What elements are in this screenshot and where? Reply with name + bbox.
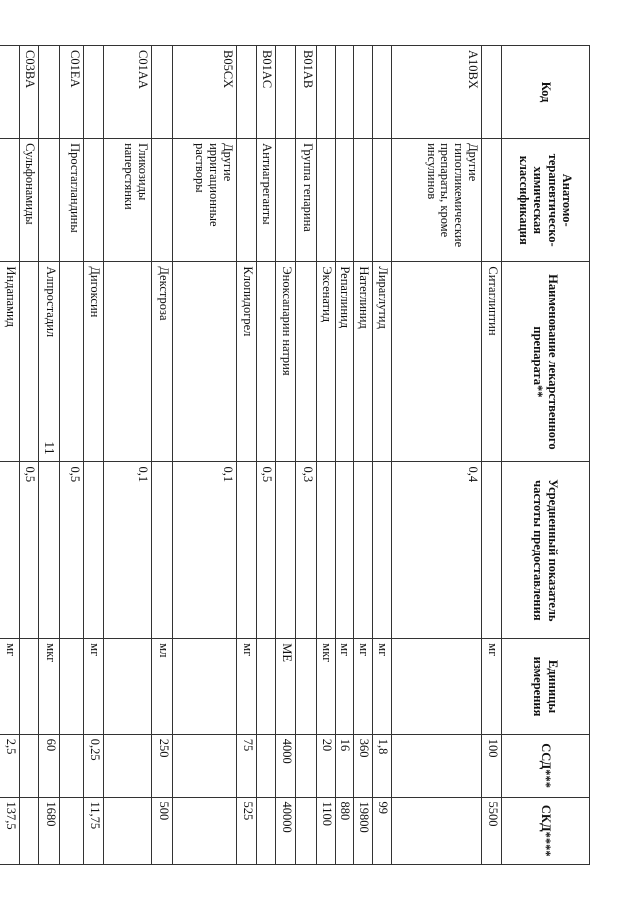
table-row xyxy=(335,46,354,865)
table-row xyxy=(276,46,296,865)
cell-freq: 0,4 xyxy=(392,462,482,639)
cell-ssd xyxy=(173,734,237,797)
cell-ssd: 4000 xyxy=(276,734,296,797)
cell-skd xyxy=(257,797,276,865)
header-row xyxy=(502,46,590,865)
cell-freq xyxy=(482,462,502,639)
cell-atc xyxy=(84,139,104,262)
cell-freq: 0,3 xyxy=(296,462,317,639)
cell-freq xyxy=(84,462,104,639)
cell-code xyxy=(276,46,296,139)
header-skd: СКД**** xyxy=(502,797,590,865)
cell-atc xyxy=(0,139,20,262)
cell-code xyxy=(373,46,392,139)
cell-unit: мл xyxy=(152,639,173,734)
cell-ssd: 20 xyxy=(317,734,336,797)
cell-name xyxy=(257,262,276,462)
cell-freq: 0,1 xyxy=(173,462,237,639)
cell-unit xyxy=(60,639,84,734)
cell-skd: 525 xyxy=(237,797,257,865)
cell-name: Декстроза xyxy=(152,262,173,462)
cell-unit: мг xyxy=(482,639,502,734)
cell-code xyxy=(39,46,60,139)
table-row xyxy=(39,46,60,865)
cell-ssd xyxy=(257,734,276,797)
cell-unit xyxy=(257,639,276,734)
cell-ssd: 75 xyxy=(237,734,257,797)
cell-skd xyxy=(20,797,39,865)
cell-skd: 5500 xyxy=(482,797,502,865)
cell-code xyxy=(152,46,173,139)
cell-skd xyxy=(104,797,152,865)
cell-code xyxy=(482,46,502,139)
cell-name: Алпростадил xyxy=(39,262,60,462)
cell-atc xyxy=(317,139,336,262)
header-code: Код xyxy=(502,46,590,139)
cell-code xyxy=(335,46,354,139)
cell-ssd: 100 xyxy=(482,734,502,797)
header-unit: Единицы измерения xyxy=(502,639,590,734)
cell-name: Репаглинид xyxy=(335,262,354,462)
cell-name xyxy=(296,262,317,462)
cell-ssd xyxy=(104,734,152,797)
cell-ssd: 0,25 xyxy=(84,734,104,797)
table-row xyxy=(237,46,257,865)
cell-freq xyxy=(276,462,296,639)
cell-unit: мг xyxy=(0,639,20,734)
table-row xyxy=(84,46,104,865)
cell-skd xyxy=(173,797,237,865)
table-row xyxy=(296,46,317,865)
cell-unit xyxy=(296,639,317,734)
cell-skd: 500 xyxy=(152,797,173,865)
cell-ssd: 1,8 xyxy=(373,734,392,797)
cell-ssd: 60 xyxy=(39,734,60,797)
cell-code: C01EA xyxy=(60,46,84,139)
cell-freq: 0,5 xyxy=(20,462,39,639)
cell-atc xyxy=(482,139,502,262)
cell-unit: мкг xyxy=(317,639,336,734)
header-name: Наименование лекарственного препарата** xyxy=(502,262,590,462)
cell-unit: МЕ xyxy=(276,639,296,734)
cell-skd: 1680 xyxy=(39,797,60,865)
cell-skd: 1100 xyxy=(317,797,336,865)
cell-freq xyxy=(152,462,173,639)
cell-freq xyxy=(354,462,373,639)
cell-code: C01AA xyxy=(104,46,152,139)
cell-skd: 11,75 xyxy=(84,797,104,865)
cell-atc xyxy=(335,139,354,262)
table-row xyxy=(257,46,276,865)
cell-atc: Сульфонамиды xyxy=(20,139,39,262)
cell-unit: мг xyxy=(354,639,373,734)
page-number: 11 xyxy=(41,441,56,455)
cell-code xyxy=(317,46,336,139)
cell-skd xyxy=(392,797,482,865)
cell-skd: 19800 xyxy=(354,797,373,865)
cell-name xyxy=(392,262,482,462)
cell-code xyxy=(84,46,104,139)
table-row xyxy=(373,46,392,865)
cell-unit: мкг xyxy=(39,639,60,734)
cell-name xyxy=(60,262,84,462)
cell-atc: Антиагреганты xyxy=(257,139,276,262)
cell-code xyxy=(0,46,20,139)
cell-freq xyxy=(317,462,336,639)
cell-name: Натеглинид xyxy=(354,262,373,462)
cell-name xyxy=(20,262,39,462)
cell-code xyxy=(237,46,257,139)
cell-freq: 0,1 xyxy=(104,462,152,639)
cell-ssd xyxy=(296,734,317,797)
table-row xyxy=(60,46,84,865)
cell-unit xyxy=(20,639,39,734)
cell-atc: Группа гепарина xyxy=(296,139,317,262)
cell-name xyxy=(104,262,152,462)
table-row xyxy=(20,46,39,865)
cell-ssd: 2,5 xyxy=(0,734,20,797)
cell-name: Ситаглиптин xyxy=(482,262,502,462)
cell-code xyxy=(354,46,373,139)
cell-ssd xyxy=(20,734,39,797)
cell-code: B01AB xyxy=(296,46,317,139)
table-row xyxy=(152,46,173,865)
cell-name xyxy=(173,262,237,462)
cell-unit xyxy=(173,639,237,734)
cell-freq xyxy=(0,462,20,639)
cell-ssd: 360 xyxy=(354,734,373,797)
cell-code: C03BA xyxy=(20,46,39,139)
cell-atc xyxy=(373,139,392,262)
header-ssd: ССД*** xyxy=(502,734,590,797)
cell-freq xyxy=(335,462,354,639)
cell-unit: мг xyxy=(237,639,257,734)
cell-ssd xyxy=(60,734,84,797)
table-row xyxy=(354,46,373,865)
cell-unit: мг xyxy=(84,639,104,734)
cell-ssd: 250 xyxy=(152,734,173,797)
cell-code: B01AC xyxy=(257,46,276,139)
cell-name: Эксенатид xyxy=(317,262,336,462)
cell-atc xyxy=(39,139,60,262)
table-row xyxy=(173,46,237,865)
table-row xyxy=(392,46,482,865)
cell-ssd: 16 xyxy=(335,734,354,797)
table-row xyxy=(104,46,152,865)
cell-atc: Гликозиды наперстянки xyxy=(104,139,152,262)
cell-skd xyxy=(60,797,84,865)
cell-atc: Другие гипогликемические препараты, кроме инсулинов xyxy=(392,139,482,262)
cell-skd: 99 xyxy=(373,797,392,865)
cell-name: Клопидогрел xyxy=(237,262,257,462)
cell-unit: мг xyxy=(373,639,392,734)
cell-name: Дигоксин xyxy=(84,262,104,462)
cell-name: Эноксапарин натрия xyxy=(276,262,296,462)
cell-atc: Простагландины xyxy=(60,139,84,262)
drug-table xyxy=(0,45,590,865)
rotated-table-container xyxy=(4,45,590,865)
cell-unit: мг xyxy=(335,639,354,734)
cell-freq xyxy=(373,462,392,639)
cell-code: B05CX xyxy=(173,46,237,139)
cell-freq xyxy=(39,462,60,639)
cell-skd: 40000 xyxy=(276,797,296,865)
cell-unit xyxy=(392,639,482,734)
cell-ssd xyxy=(392,734,482,797)
table-row xyxy=(0,46,20,865)
cell-skd: 137,5 xyxy=(0,797,20,865)
cell-atc xyxy=(237,139,257,262)
cell-atc xyxy=(152,139,173,262)
cell-freq: 0,5 xyxy=(60,462,84,639)
cell-name: Лираглутид xyxy=(373,262,392,462)
table-row xyxy=(317,46,336,865)
cell-skd xyxy=(296,797,317,865)
cell-code: A10BX xyxy=(392,46,482,139)
cell-freq: 0,5 xyxy=(257,462,276,639)
cell-atc xyxy=(354,139,373,262)
header-freq: Усредненный показатель частоты предоставления xyxy=(502,462,590,639)
cell-skd: 880 xyxy=(335,797,354,865)
cell-freq xyxy=(237,462,257,639)
header-atc: Анатомо-терапевтическо-химическая классификация xyxy=(502,139,590,262)
cell-atc xyxy=(276,139,296,262)
cell-unit xyxy=(104,639,152,734)
cell-atc: Другие ирригационные растворы xyxy=(173,139,237,262)
table-row xyxy=(482,46,502,865)
cell-name: Индапамид xyxy=(0,262,20,462)
